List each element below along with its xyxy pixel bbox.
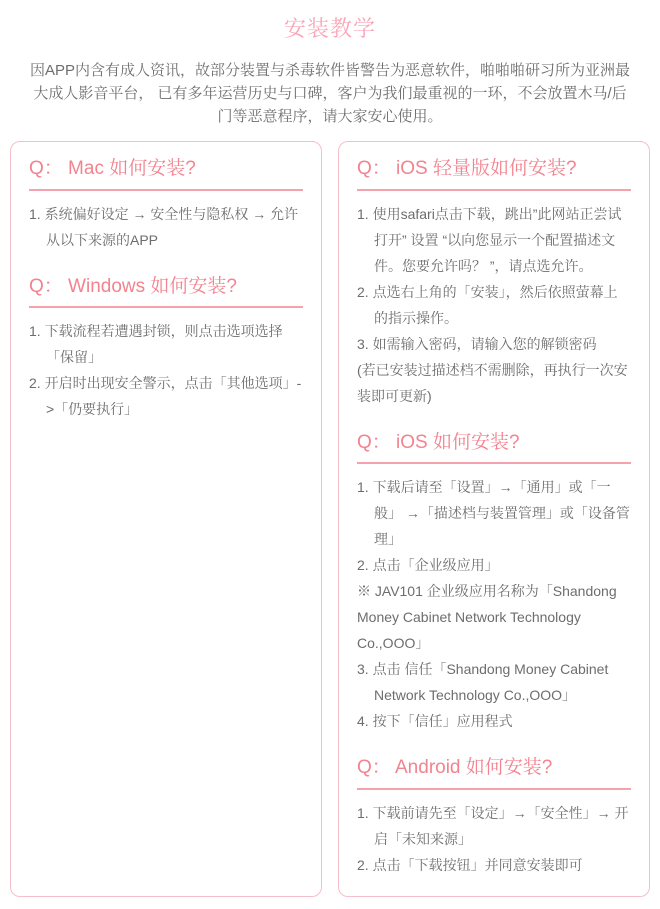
ios-step-4: 4. 按下「信任」应用程式 bbox=[357, 713, 513, 730]
question-mac-heading: Q： Mac 如何安装? bbox=[29, 157, 303, 191]
qa-columns bbox=[0, 141, 660, 909]
ios-lite-note: (若已安装过描述档不需删除，再执行一次安装即可更新) bbox=[357, 361, 628, 404]
mac-step-1: 1. 系统偏好设定 → 安全性与隐私权 → 允许从以下来源的APP bbox=[29, 205, 299, 248]
qa-section-android bbox=[357, 756, 631, 878]
android-step-2: 2. 点击「下载按钮」并同意安装即可 bbox=[357, 857, 583, 874]
ios-lite-step-3: 3. 如需输入密码，请输入您的解锁密码 bbox=[357, 335, 597, 352]
android-step-1: 1. 下载前请先至「设定」→「安全性」→ 开启「未知来源」 bbox=[357, 805, 629, 848]
question-windows-heading: Q： Windows 如何安装? bbox=[29, 275, 303, 309]
windows-step-2: 2. 开启时出现安全警示，点击「其他选项」- >「仍要执行」 bbox=[29, 375, 302, 418]
page-title: 安装教学 bbox=[283, 16, 376, 41]
qa-section-ios bbox=[357, 431, 631, 735]
qa-section-ios-lite bbox=[357, 157, 631, 409]
qa-section-windows bbox=[29, 275, 303, 423]
question-ios-lite-heading: Q： iOS 轻量版如何安装? bbox=[357, 157, 631, 191]
ios-lite-step-1: 1. 使用safari点击下载，跳出”此网站正尝试打开” 设置 “以向您显示一个配置描述文件。您要允许吗？ ”，请点选允许。 bbox=[357, 205, 622, 274]
qa-box-right bbox=[338, 141, 650, 897]
question-android-heading: Q： Android 如何安装? bbox=[357, 756, 631, 790]
windows-step-1: 1. 下载流程若遭遇封锁，则点击选项选择「保留」 bbox=[29, 323, 283, 366]
intro-text: 因APP内含有成人资讯，故部分装置与杀毒软件皆警告为恶意软件，啪啪啪研习所为亚洲最大成人影音平台， 已有多年运营历史与口碑，客户为我们最重视的一环，不会放置木马/后门等恶意程序，请大家安心使用。 bbox=[29, 62, 631, 125]
ios-step-2: 2. 点击「企业级应用」 bbox=[357, 557, 499, 574]
ios-enterprise-app-note: ※ JAV101 企业级应用名称为「Shandong Money Cabinet Network Technology Co.,OOO」 bbox=[357, 583, 617, 652]
ios-step-3: 3. 点击 信任「Shandong Money Cabinet Network Technology Co.,OOO」 bbox=[357, 661, 609, 704]
ios-step-1: 1. 下载后请至「设置」→「通用」或「一般」 →「描述档与装置管理」或「设备管理」 bbox=[357, 479, 630, 548]
qa-section-mac bbox=[29, 157, 303, 253]
qa-box-left bbox=[10, 141, 322, 897]
question-ios-heading: Q： iOS 如何安装? bbox=[357, 431, 631, 465]
ios-lite-step-2: 2. 点选右上角的「安装」，然后依照萤幕上的指示操作。 bbox=[357, 283, 618, 326]
